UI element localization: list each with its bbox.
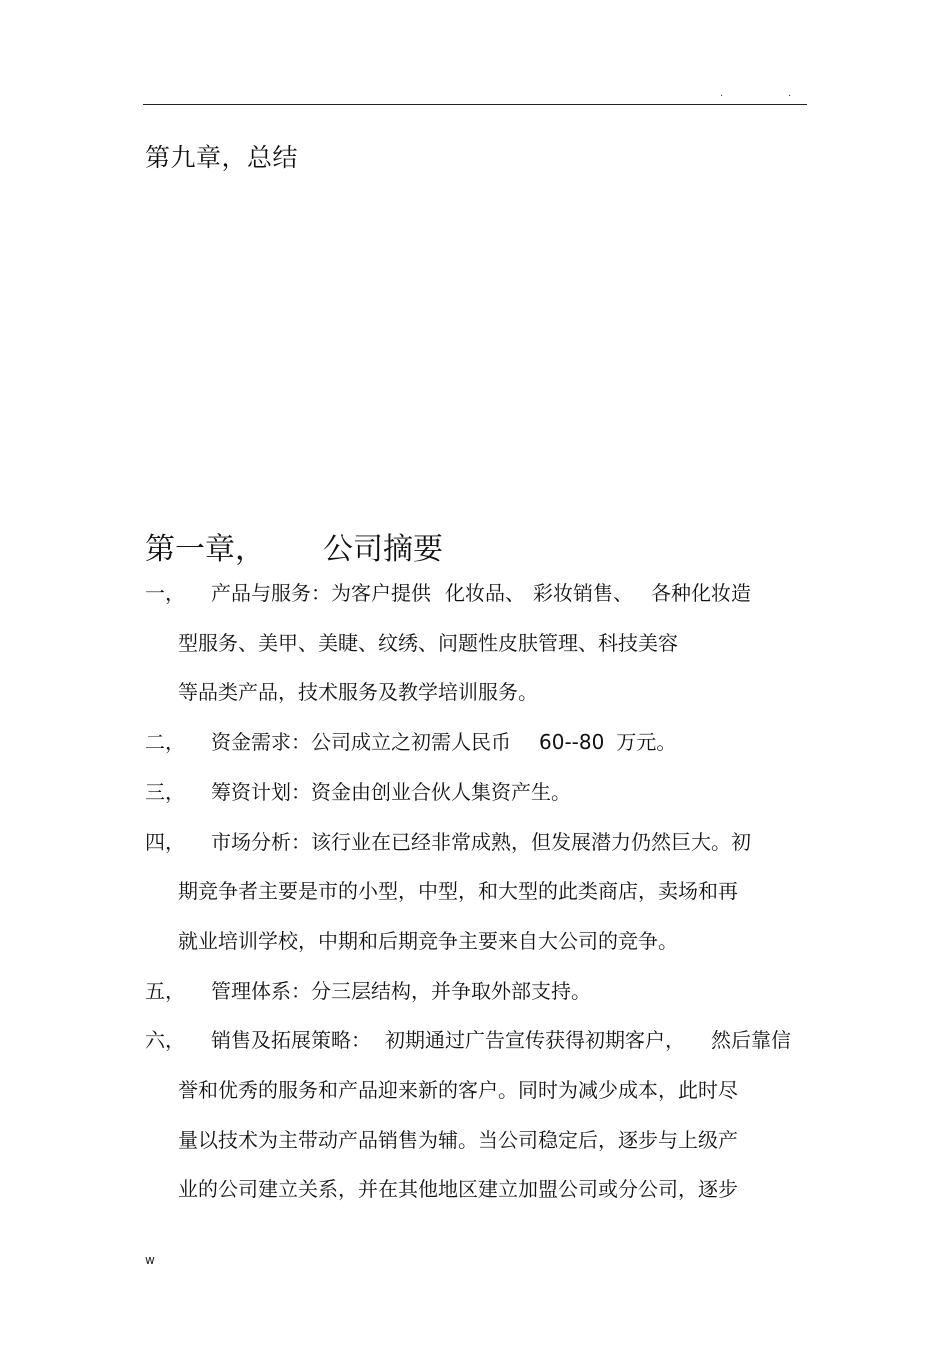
item-6-line-3: 量以技术为主带动产品销售为辅。当公司稳定后，逐步与上级产 xyxy=(178,1128,738,1152)
header-dot-right: . xyxy=(788,88,792,99)
summary-item-5 xyxy=(145,979,591,1003)
item-6-line-2: 誉和优秀的服务和产品迎来新的客户。同时为减少成本，此时尽 xyxy=(178,1078,738,1102)
item-text: 管理体系：分三层结构，并争取外部支持。 xyxy=(211,979,591,1003)
item-text: 销售及拓展策略： xyxy=(211,1028,371,1052)
summary-item-3 xyxy=(145,780,571,804)
chapter1-title-name: 公司摘要 xyxy=(323,532,443,567)
header-rule xyxy=(143,104,807,105)
chapter9-title: 第九章，总结 xyxy=(145,143,299,172)
item-text: 各种化妆造 xyxy=(651,581,751,605)
item-text: 初期通过广告宣传获得初期客户， xyxy=(385,1028,685,1052)
item-number: 一， xyxy=(145,581,185,605)
item-text: 万元。 xyxy=(616,730,677,754)
summary-item-6 xyxy=(145,1028,791,1052)
item-4-line-3: 就业培训学校，中期和后期竞争主要来自大公司的竞争。 xyxy=(178,929,678,953)
item-6-line-4: 业的公司建立关系，并在其他地区建立加盟公司或分公司，逐步 xyxy=(178,1177,738,1201)
item-text: 彩妆销售、 xyxy=(533,581,633,605)
footer-mark: w xyxy=(145,1253,155,1267)
item-number: 三， xyxy=(145,780,185,804)
summary-item-2 xyxy=(145,730,676,754)
chapter1-title xyxy=(145,524,443,568)
summary-item-4 xyxy=(145,830,751,854)
item-1-line-2: 型服务、美甲、美睫、纹绣、问题性皮肤管理、科技美容 xyxy=(178,631,678,655)
summary-item-1 xyxy=(145,581,751,605)
item-text: 筹资计划：资金由创业合伙人集资产生。 xyxy=(211,780,571,804)
item-text: 然后靠信 xyxy=(711,1028,791,1052)
item-text: 产品与服务：为客户提供 xyxy=(211,581,431,605)
funding-amount: 60--80 xyxy=(539,730,605,754)
item-text: 市场分析：该行业在已经非常成熟，但发展潜力仍然巨大。初 xyxy=(211,830,751,854)
item-number: 六， xyxy=(145,1028,185,1052)
item-number: 四， xyxy=(145,830,185,854)
chapter1-title-number: 第一章， xyxy=(145,532,265,567)
item-number: 二， xyxy=(145,730,185,754)
item-1-line-3: 等品类产品，技术服务及教学培训服务。 xyxy=(178,680,538,704)
item-number: 五， xyxy=(145,979,185,1003)
item-text: 化妆品、 xyxy=(445,581,525,605)
header-dot-left: . xyxy=(720,88,724,99)
item-text: 资金需求：公司成立之初需人民币 xyxy=(211,730,511,754)
item-4-line-2: 期竞争者主要是市的小型，中型，和大型的此类商店，卖场和再 xyxy=(178,879,738,903)
